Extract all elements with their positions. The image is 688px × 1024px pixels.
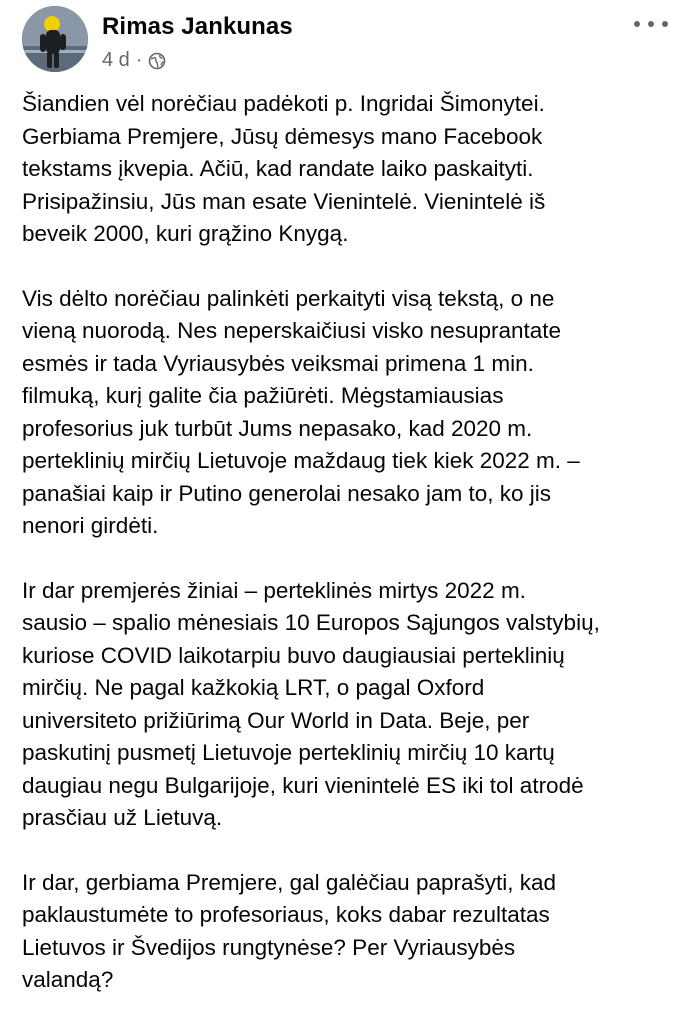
meta-separator: · — [135, 49, 143, 71]
post-paragraph: Šiandien vėl norėčiau padėkoti p. Ingridai Šimonytei. Gerbiama Premjere, Jūsų dėmesys mano Facebook tekstams įkvepia. Ačiū, kad randate laiko paskaityti. Prisipažinsiu, Jūs man esate Vienintelė. Vienintelė iš beveik 2000, kuri grąžino Knygą. — [22, 91, 546, 246]
post-header — [22, 6, 668, 78]
post-time[interactable]: 4 d — [102, 49, 130, 71]
post-meta — [102, 49, 166, 72]
post-paragraph: Ir dar, gerbiama Premjere, gal galėčiau paprašyti, kad paklaustumėte to profesoriaus, koks dabar rezultatas Lietuvos ir Švedijos rungtynėse? Per Vyriausybės valandą? — [22, 869, 557, 992]
avatar-photo — [22, 6, 88, 72]
avatar[interactable] — [22, 6, 88, 72]
author-name[interactable]: Rimas Jankunas — [102, 13, 293, 40]
post-paragraph: Ir dar premjerės žiniai – perteklinės mirtys 2022 m. sausio – spalio mėnesiais 10 Europos Sąjungos valstybių, kuriose COVID laikotarpiu buvo daugiausiai perteklinių mirčių. Ne pagal kažkokią LRT, o pagal Oxford universiteto prižiūrimą Our World in Data. Beje, per paskutinį pusmetį Lietuvoje perteklinių mirčių 10 kartų daugiau negu Bulgarijoje, kuri vienintelė ES iki tol atrodė prasčiau už Lietuvą. — [22, 577, 600, 830]
post-body — [22, 88, 672, 1024]
globe-icon[interactable] — [148, 52, 166, 70]
post-paragraph: Vis dėlto norėčiau palinkėti perkaityti visą tekstą, o ne vieną nuorodą. Nes neperskaičiusi visko nesuprantate esmės ir tada Vyriausybės veiksmai primena 1 min. filmuką, kurį galite čia pažiūrėti. Mėgstamiausias profesorius juk turbūt Jums nepasako, kad 2020 m. perteklinių mirčių Lietuvoje maždaug tiek kiek 2022 m. – panašiai kaip ir Putino generolai nesako jam to, ko jis nenori girdėti. — [22, 285, 580, 538]
more-options-icon[interactable] — [634, 14, 668, 34]
